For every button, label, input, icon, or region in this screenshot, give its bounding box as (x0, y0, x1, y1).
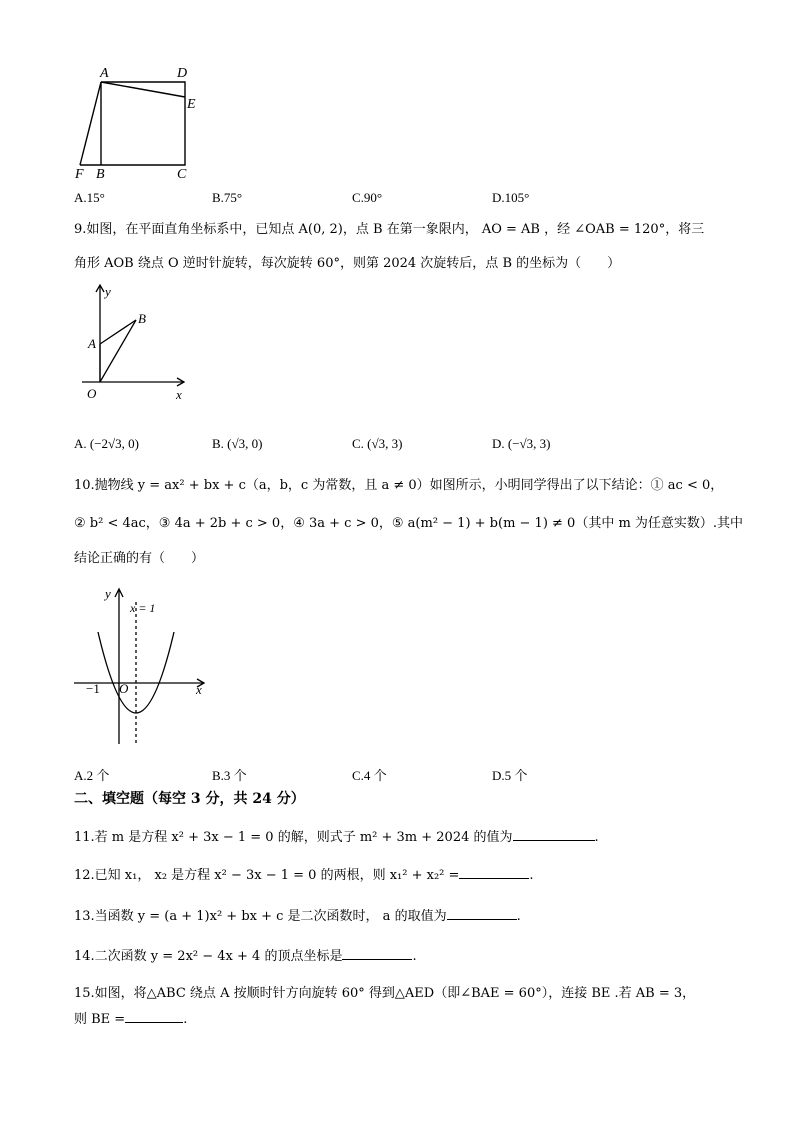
fig8-label-D: D (177, 66, 188, 81)
q15-text-line1: 15.如图，将△ABC 绕点 A 按顺时针方向旋转 60° 得到△AED（即∠BAE = 60°），连接 BE .若 AB = 3， (74, 986, 696, 1001)
fig9-label-O: O (87, 386, 97, 401)
fig10-label-y: y (105, 586, 111, 601)
fig10-label-x: x (196, 682, 202, 697)
q13-text: 13.当函数 y = (a + 1)x² + bx + c 是二次函数时， a 的取值为 (74, 909, 447, 924)
q10-text-line1: 10.抛物线 y = ax² + bx + c（a，b，c 为常数，且 a ≠ 0）如图所示，小明同学得出了以下结论：① ac < 0， (74, 478, 724, 493)
figure-q8 (70, 62, 210, 182)
q11-end: . (594, 830, 599, 845)
q9-text-line2: 角形 AOB 绕点 O 逆时针旋转，每次旋转 60°，则第 2024 次旋转后，点 B 的坐标为（ ） (74, 256, 621, 271)
q10-option-c[interactable]: C.4 个 (352, 768, 387, 783)
q10-option-a[interactable]: A.2 个 (74, 768, 110, 783)
fig8-label-B: B (96, 167, 105, 182)
q14-answer-blank[interactable] (342, 945, 412, 960)
q14-end: . (412, 949, 417, 964)
q14 (74, 945, 417, 967)
q15-answer-blank[interactable] (125, 1008, 183, 1023)
q14-text: 14.二次函数 y = 2x² − 4x + 4 的顶点坐标是 (74, 949, 343, 964)
fig9-label-A: A (88, 336, 96, 351)
q12 (74, 864, 534, 886)
q9-option-c[interactable]: C. (√3, 3) (352, 436, 403, 451)
q12-answer-blank[interactable] (459, 864, 529, 879)
q10-option-b[interactable]: B.3 个 (212, 768, 247, 783)
q11-text: 11.若 m 是方程 x² + 3x − 1 = 0 的解，则式子 m² + 3m + 2024 的值为 (74, 830, 513, 845)
figure-q9 (80, 282, 190, 404)
q15-end: . (183, 1012, 188, 1027)
q10-text-line2: ② b² < 4ac，③ 4a + 2b + c > 0，④ 3a + c > 0，⑤ a(m² − 1) + b(m − 1) ≠ 0（其中 m 为任意实数）.其中 (74, 516, 744, 531)
q12-text: 12.已知 x₁， x₂ 是方程 x² − 3x − 1 = 0 的两根，则 x₁² + x₂² = (74, 868, 460, 883)
q9-text-line1: 9.如图，在平面直角坐标系中，已知点 A(0, 2)，点 B 在第一象限内， AO = AB ，经 ∠OAB = 120°，将三 (74, 222, 705, 237)
q8-option-c[interactable]: C.90° (352, 190, 383, 205)
q15-line2 (74, 1008, 187, 1030)
q15-text-line2: 则 BE = (74, 1012, 126, 1027)
fig8-label-F: F (75, 167, 84, 182)
section-title: 二、填空题（每空 3 分，共 24 分） (74, 791, 305, 807)
q9-option-d[interactable]: D. (−√3, 3) (492, 436, 551, 451)
fig8-label-A: A (100, 66, 109, 81)
q13 (74, 905, 521, 927)
fig10-label-O: O (119, 681, 129, 696)
q13-end: . (516, 909, 521, 924)
q11 (74, 826, 599, 848)
fig10-label-axis: x = 1 (130, 601, 156, 615)
fig9-label-y: y (105, 284, 111, 299)
fig10-label-neg1: −1 (86, 681, 100, 696)
fig8-label-C: C (177, 167, 187, 182)
q10-option-d[interactable]: D.5 个 (492, 768, 528, 783)
q9-option-a[interactable]: A. (−2√3, 0) (74, 436, 140, 451)
q13-answer-blank[interactable] (447, 905, 517, 920)
figure-q10 (72, 584, 207, 749)
fig8-label-E: E (187, 97, 196, 112)
q8-option-d[interactable]: D.105° (492, 190, 530, 205)
q8-option-a[interactable]: A.15° (74, 190, 105, 205)
q12-end: . (529, 868, 534, 883)
q9-option-b[interactable]: B. (√3, 0) (212, 436, 263, 451)
fig9-label-B: B (138, 311, 146, 326)
q10-text-line3: 结论正确的有（ ） (74, 551, 205, 566)
fig9-label-x: x (176, 387, 182, 402)
q8-option-b[interactable]: B.75° (212, 190, 243, 205)
q11-answer-blank[interactable] (513, 826, 595, 841)
